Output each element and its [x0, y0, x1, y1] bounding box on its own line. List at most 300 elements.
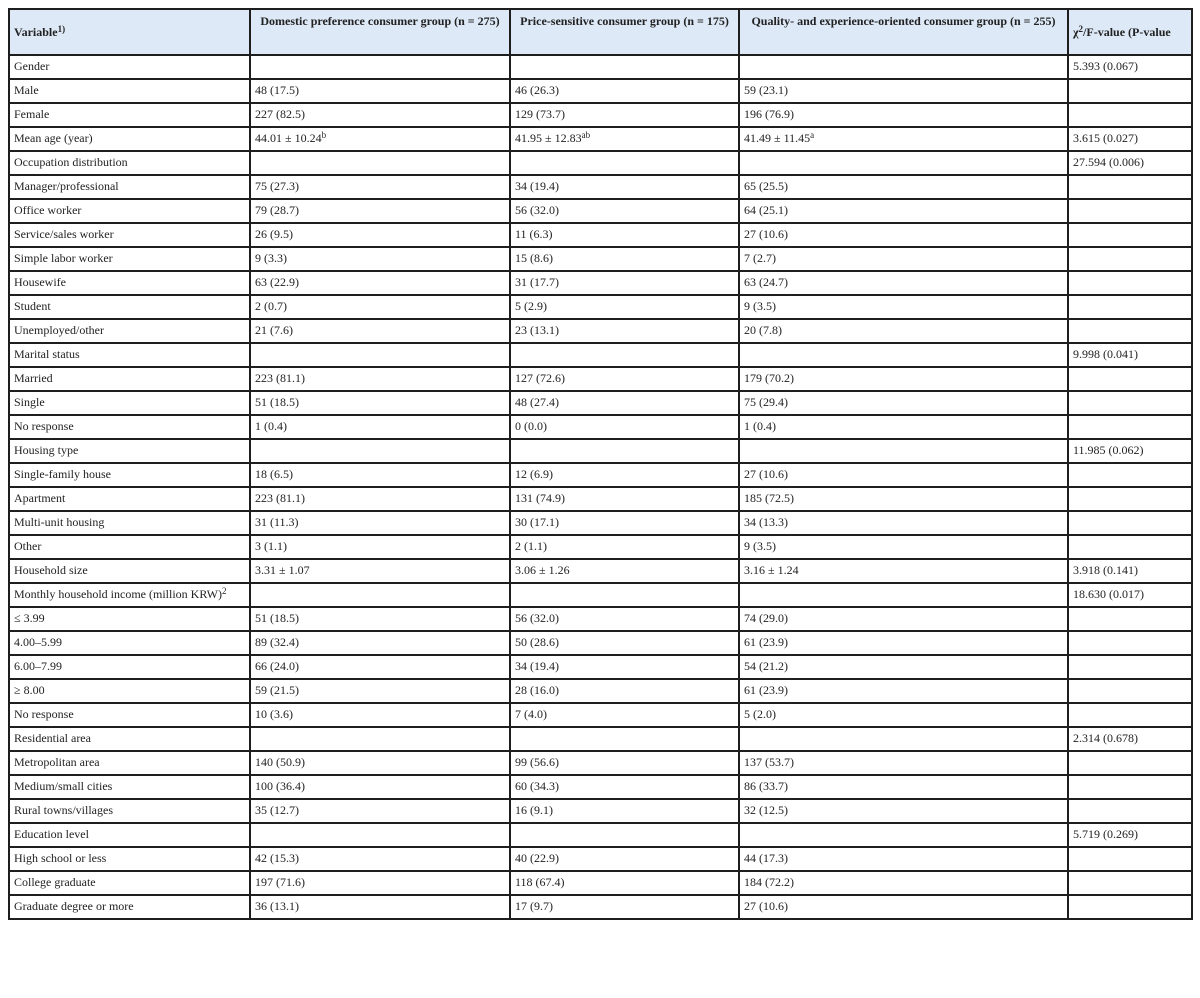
cell-price-sensitive-group-text: 0 (0.0): [515, 419, 547, 433]
cell-quality-group-text: 44 (17.3): [744, 851, 788, 865]
table-row: [9, 223, 1192, 247]
cell-domestic-group: [250, 655, 510, 679]
cell-quality-group-text: 3.16 ± 1.24: [744, 563, 799, 577]
cell-quality-group: [739, 607, 1068, 631]
cell-price-sensitive-group-text: 30 (17.1): [515, 515, 559, 529]
cell-price-sensitive-group-text: 34 (19.4): [515, 179, 559, 193]
cell-variable: [9, 127, 250, 151]
table-row: [9, 319, 1192, 343]
cell-price-sensitive-group: [510, 631, 739, 655]
cell-price-sensitive-group: [510, 535, 739, 559]
cell-price-sensitive-group: [510, 175, 739, 199]
cell-variable-superscript: 2: [221, 586, 227, 596]
cell-variable-text: College graduate: [14, 875, 96, 889]
cell-statistic: [1068, 463, 1192, 487]
cell-variable: [9, 775, 250, 799]
cell-domestic-group: [250, 511, 510, 535]
cell-domestic-group-text: 51 (18.5): [255, 611, 299, 625]
cell-variable-text: Service/sales worker: [14, 227, 114, 241]
cell-domestic-group: [250, 679, 510, 703]
cell-quality-group: [739, 415, 1068, 439]
cell-variable: [9, 439, 250, 463]
cell-domestic-group: [250, 607, 510, 631]
cell-statistic-text: 2.314 (0.678): [1073, 731, 1138, 745]
table-row: [9, 55, 1192, 79]
cell-quality-group: [739, 103, 1068, 127]
cell-variable-text: Multi-unit housing: [14, 515, 105, 529]
cell-domestic-group: [250, 871, 510, 895]
cell-statistic: [1068, 751, 1192, 775]
cell-statistic: [1068, 799, 1192, 823]
table-row: [9, 871, 1192, 895]
cell-quality-group: [739, 559, 1068, 583]
cell-domestic-group: [250, 223, 510, 247]
cell-domestic-group: [250, 823, 510, 847]
table-row: [9, 655, 1192, 679]
cell-domestic-group: [250, 751, 510, 775]
table-body: [9, 55, 1192, 919]
cell-statistic: [1068, 511, 1192, 535]
cell-quality-group: [739, 439, 1068, 463]
cell-variable-text: Residential area: [14, 731, 91, 745]
cell-price-sensitive-group-text: 11 (6.3): [515, 227, 553, 241]
cell-variable: [9, 271, 250, 295]
cell-price-sensitive-group-text: 48 (27.4): [515, 395, 559, 409]
cell-statistic: [1068, 199, 1192, 223]
header-quality-group: Quality- and experience-oriented consumer group (n = 255): [739, 9, 1068, 55]
cell-variable: [9, 583, 250, 607]
cell-domestic-group-text: 51 (18.5): [255, 395, 299, 409]
cell-price-sensitive-group: [510, 79, 739, 103]
cell-price-sensitive-group-text: 40 (22.9): [515, 851, 559, 865]
cell-quality-group-text: 41.49 ± 11.45: [744, 131, 811, 145]
table-row: [9, 823, 1192, 847]
cell-variable: [9, 535, 250, 559]
cell-price-sensitive-group: [510, 487, 739, 511]
cell-quality-group-text: 63 (24.7): [744, 275, 788, 289]
cell-domestic-group-text: 18 (6.5): [255, 467, 293, 481]
cell-variable: [9, 391, 250, 415]
table-row: [9, 247, 1192, 271]
cell-price-sensitive-group: [510, 871, 739, 895]
table-row: [9, 535, 1192, 559]
cell-statistic: [1068, 583, 1192, 607]
cell-variable: [9, 199, 250, 223]
cell-quality-group-text: 9 (3.5): [744, 539, 776, 553]
cell-variable: [9, 559, 250, 583]
cell-domestic-group-text: 31 (11.3): [255, 515, 299, 529]
table-row: [9, 271, 1192, 295]
cell-variable-text: Household size: [14, 563, 88, 577]
cell-quality-group-text: 184 (72.2): [744, 875, 794, 889]
table-row: [9, 487, 1192, 511]
cell-domestic-group: [250, 343, 510, 367]
cell-domestic-group-text: 35 (12.7): [255, 803, 299, 817]
cell-variable: [9, 799, 250, 823]
cell-price-sensitive-group: [510, 343, 739, 367]
cell-domestic-group-text: 100 (36.4): [255, 779, 305, 793]
cell-statistic: [1068, 151, 1192, 175]
header-variable-footnote: 1): [57, 24, 66, 34]
cell-domestic-group: [250, 367, 510, 391]
cell-quality-group: [739, 631, 1068, 655]
cell-variable-text: Mean age (year): [14, 131, 93, 145]
cell-domestic-group: [250, 199, 510, 223]
cell-price-sensitive-group-superscript: ab: [581, 130, 591, 140]
cell-price-sensitive-group-text: 23 (13.1): [515, 323, 559, 337]
cell-statistic: [1068, 127, 1192, 151]
cell-variable: [9, 175, 250, 199]
cell-domestic-group: [250, 271, 510, 295]
cell-domestic-group-text: 2 (0.7): [255, 299, 287, 313]
cell-domestic-group-text: 89 (32.4): [255, 635, 299, 649]
cell-variable-text: No response: [14, 707, 74, 721]
cell-variable: [9, 223, 250, 247]
cell-quality-group: [739, 127, 1068, 151]
cell-variable-text: Single-family house: [14, 467, 111, 481]
cell-price-sensitive-group: [510, 199, 739, 223]
cell-quality-group-text: 185 (72.5): [744, 491, 794, 505]
cell-price-sensitive-group: [510, 319, 739, 343]
cell-domestic-group-superscript: b: [321, 130, 327, 140]
header-statistic-rest: /F-value (P-value: [1083, 25, 1171, 39]
cell-price-sensitive-group-text: 2 (1.1): [515, 539, 547, 553]
cell-domestic-group-text: 26 (9.5): [255, 227, 293, 241]
cell-price-sensitive-group: [510, 439, 739, 463]
cell-variable-text: 4.00–5.99: [14, 635, 62, 649]
cell-quality-group: [739, 199, 1068, 223]
cell-quality-group: [739, 487, 1068, 511]
cell-variable: [9, 55, 250, 79]
cell-variable-text: Gender: [14, 59, 50, 73]
cell-quality-group-text: 9 (3.5): [744, 299, 776, 313]
cell-quality-group: [739, 775, 1068, 799]
cell-quality-group: [739, 511, 1068, 535]
cell-quality-group-text: 27 (10.6): [744, 899, 788, 913]
cell-variable: [9, 871, 250, 895]
table-row: [9, 175, 1192, 199]
cell-domestic-group: [250, 391, 510, 415]
cell-domestic-group: [250, 79, 510, 103]
table-row: [9, 199, 1192, 223]
cell-price-sensitive-group: [510, 895, 739, 919]
cell-price-sensitive-group-text: 129 (73.7): [515, 107, 565, 121]
cell-variable-text: Education level: [14, 827, 89, 841]
cell-statistic: [1068, 103, 1192, 127]
cell-domestic-group-text: 44.01 ± 10.24: [255, 131, 322, 145]
cell-variable: [9, 751, 250, 775]
cell-variable-text: High school or less: [14, 851, 107, 865]
cell-price-sensitive-group: [510, 583, 739, 607]
cell-price-sensitive-group: [510, 391, 739, 415]
cell-price-sensitive-group-text: 15 (8.6): [515, 251, 553, 265]
cell-variable-text: Marital status: [14, 347, 80, 361]
cell-variable-text: Medium/small cities: [14, 779, 113, 793]
cell-price-sensitive-group: [510, 679, 739, 703]
cell-price-sensitive-group: [510, 367, 739, 391]
cell-statistic: [1068, 631, 1192, 655]
table-row: [9, 799, 1192, 823]
header-domestic-group: Domestic preference consumer group (n = 275): [250, 9, 510, 55]
cell-domestic-group-text: 59 (21.5): [255, 683, 299, 697]
cell-statistic-text: 3.615 (0.027): [1073, 131, 1138, 145]
cell-variable: [9, 655, 250, 679]
cell-price-sensitive-group-text: 17 (9.7): [515, 899, 553, 913]
cell-quality-group: [739, 463, 1068, 487]
cell-quality-group: [739, 271, 1068, 295]
cell-price-sensitive-group-text: 3.06 ± 1.26: [515, 563, 570, 577]
table-header: [9, 9, 1192, 55]
cell-domestic-group-text: 21 (7.6): [255, 323, 293, 337]
cell-variable: [9, 415, 250, 439]
cell-statistic: [1068, 319, 1192, 343]
cell-statistic: [1068, 175, 1192, 199]
cell-variable: [9, 895, 250, 919]
cell-price-sensitive-group-text: 56 (32.0): [515, 203, 559, 217]
cell-domestic-group: [250, 151, 510, 175]
cell-statistic: [1068, 895, 1192, 919]
table-row: [9, 151, 1192, 175]
cell-price-sensitive-group: [510, 415, 739, 439]
cell-variable-text: Male: [14, 83, 39, 97]
cell-price-sensitive-group: [510, 751, 739, 775]
cell-variable-text: Married: [14, 371, 53, 385]
cell-price-sensitive-group-text: 60 (34.3): [515, 779, 559, 793]
cell-quality-group-text: 64 (25.1): [744, 203, 788, 217]
cell-domestic-group: [250, 127, 510, 151]
cell-quality-group-text: 5 (2.0): [744, 707, 776, 721]
cell-statistic: [1068, 55, 1192, 79]
cell-variable: [9, 631, 250, 655]
cell-domestic-group: [250, 847, 510, 871]
cell-price-sensitive-group-text: 34 (19.4): [515, 659, 559, 673]
cell-statistic: [1068, 559, 1192, 583]
cell-variable-text: Single: [14, 395, 45, 409]
cell-statistic: [1068, 343, 1192, 367]
cell-quality-group: [739, 55, 1068, 79]
cell-variable-text: No response: [14, 419, 74, 433]
cell-quality-group-text: 75 (29.4): [744, 395, 788, 409]
cell-statistic: [1068, 823, 1192, 847]
cell-price-sensitive-group-text: 28 (16.0): [515, 683, 559, 697]
cell-quality-group-text: 86 (33.7): [744, 779, 788, 793]
cell-quality-group-text: 74 (29.0): [744, 611, 788, 625]
cell-price-sensitive-group-text: 5 (2.9): [515, 299, 547, 313]
cell-variable: [9, 727, 250, 751]
cell-price-sensitive-group-text: 12 (6.9): [515, 467, 553, 481]
cell-statistic: [1068, 655, 1192, 679]
cell-statistic: [1068, 391, 1192, 415]
cell-quality-group-text: 34 (13.3): [744, 515, 788, 529]
table-row: [9, 103, 1192, 127]
cell-quality-group: [739, 727, 1068, 751]
cell-quality-group-text: 196 (76.9): [744, 107, 794, 121]
cell-variable: [9, 679, 250, 703]
cell-statistic: [1068, 295, 1192, 319]
cell-domestic-group-text: 66 (24.0): [255, 659, 299, 673]
cell-variable-text: Monthly household income (million KRW): [14, 587, 222, 601]
cell-variable-text: Simple labor worker: [14, 251, 113, 265]
cell-price-sensitive-group: [510, 223, 739, 247]
cell-statistic-text: 3.918 (0.141): [1073, 563, 1138, 577]
cell-domestic-group-text: 227 (82.5): [255, 107, 305, 121]
cell-domestic-group-text: 197 (71.6): [255, 875, 305, 889]
cell-quality-group-text: 27 (10.6): [744, 467, 788, 481]
cell-variable-text: ≤ 3.99: [14, 611, 45, 625]
cell-domestic-group: [250, 415, 510, 439]
cell-quality-group-text: 54 (21.2): [744, 659, 788, 673]
cell-variable: [9, 511, 250, 535]
cell-quality-group: [739, 703, 1068, 727]
cell-quality-group: [739, 319, 1068, 343]
cell-quality-group: [739, 799, 1068, 823]
cell-statistic: [1068, 79, 1192, 103]
cell-price-sensitive-group: [510, 775, 739, 799]
cell-statistic: [1068, 871, 1192, 895]
cell-variable-text: Office worker: [14, 203, 82, 217]
cell-variable: [9, 79, 250, 103]
cell-domestic-group: [250, 55, 510, 79]
cell-domestic-group-text: 75 (27.3): [255, 179, 299, 193]
table-row: [9, 679, 1192, 703]
cell-quality-group: [739, 151, 1068, 175]
cell-domestic-group: [250, 727, 510, 751]
cell-domestic-group-text: 223 (81.1): [255, 491, 305, 505]
cell-statistic-text: 5.393 (0.067): [1073, 59, 1138, 73]
cell-domestic-group: [250, 559, 510, 583]
cell-domestic-group-text: 79 (28.7): [255, 203, 299, 217]
table-row: [9, 559, 1192, 583]
cell-variable: [9, 103, 250, 127]
cell-variable-text: Unemployed/other: [14, 323, 104, 337]
cell-domestic-group-text: 3.31 ± 1.07: [255, 563, 310, 577]
cell-statistic-text: 11.985 (0.062): [1073, 443, 1144, 457]
demographics-table: [8, 8, 1193, 920]
cell-quality-group-text: 32 (12.5): [744, 803, 788, 817]
cell-quality-group: [739, 247, 1068, 271]
cell-price-sensitive-group-text: 127 (72.6): [515, 371, 565, 385]
table-row: [9, 631, 1192, 655]
cell-price-sensitive-group: [510, 103, 739, 127]
table-row: [9, 127, 1192, 151]
cell-statistic-text: 18.630 (0.017): [1073, 587, 1144, 601]
cell-price-sensitive-group: [510, 727, 739, 751]
cell-quality-group-text: 137 (53.7): [744, 755, 794, 769]
cell-quality-group-text: 61 (23.9): [744, 683, 788, 697]
cell-variable-text: 6.00–7.99: [14, 659, 62, 673]
cell-domestic-group-text: 42 (15.3): [255, 851, 299, 865]
cell-domestic-group: [250, 775, 510, 799]
table-row: [9, 391, 1192, 415]
cell-variable-text: Apartment: [14, 491, 66, 505]
cell-variable-text: Manager/professional: [14, 179, 119, 193]
cell-variable: [9, 487, 250, 511]
cell-domestic-group: [250, 295, 510, 319]
cell-domestic-group: [250, 631, 510, 655]
cell-price-sensitive-group-text: 50 (28.6): [515, 635, 559, 649]
cell-variable-text: Student: [14, 299, 51, 313]
table-row: [9, 751, 1192, 775]
cell-domestic-group: [250, 583, 510, 607]
cell-quality-group: [739, 679, 1068, 703]
header-variable: [9, 9, 250, 55]
cell-domestic-group: [250, 799, 510, 823]
cell-price-sensitive-group-text: 118 (67.4): [515, 875, 565, 889]
cell-domestic-group: [250, 535, 510, 559]
cell-statistic: [1068, 367, 1192, 391]
table-row: [9, 439, 1192, 463]
cell-domestic-group: [250, 175, 510, 199]
cell-quality-group: [739, 583, 1068, 607]
cell-variable: [9, 319, 250, 343]
cell-variable-text: Other: [14, 539, 42, 553]
cell-statistic-text: 5.719 (0.269): [1073, 827, 1138, 841]
cell-quality-group-text: 65 (25.5): [744, 179, 788, 193]
cell-quality-group: [739, 535, 1068, 559]
cell-statistic-text: 27.594 (0.006): [1073, 155, 1144, 169]
cell-variable-text: ≥ 8.00: [14, 683, 45, 697]
cell-statistic: [1068, 679, 1192, 703]
cell-quality-group: [739, 391, 1068, 415]
cell-price-sensitive-group-text: 31 (17.7): [515, 275, 559, 289]
table-row: [9, 895, 1192, 919]
cell-price-sensitive-group: [510, 55, 739, 79]
cell-domestic-group-text: 1 (0.4): [255, 419, 287, 433]
cell-quality-group: [739, 823, 1068, 847]
cell-price-sensitive-group: [510, 799, 739, 823]
cell-price-sensitive-group-text: 16 (9.1): [515, 803, 553, 817]
cell-variable-text: Metropolitan area: [14, 755, 100, 769]
cell-price-sensitive-group: [510, 559, 739, 583]
cell-price-sensitive-group: [510, 151, 739, 175]
cell-price-sensitive-group-text: 41.95 ± 12.83: [515, 131, 582, 145]
cell-domestic-group-text: 48 (17.5): [255, 83, 299, 97]
cell-price-sensitive-group-text: 56 (32.0): [515, 611, 559, 625]
cell-quality-group-text: 27 (10.6): [744, 227, 788, 241]
table-container: [8, 8, 1191, 920]
cell-quality-group-text: 1 (0.4): [744, 419, 776, 433]
table-row: [9, 607, 1192, 631]
cell-quality-group-text: 7 (2.7): [744, 251, 776, 265]
cell-variable: [9, 607, 250, 631]
table-row: [9, 367, 1192, 391]
cell-quality-group-text: 20 (7.8): [744, 323, 782, 337]
cell-variable: [9, 343, 250, 367]
cell-price-sensitive-group: [510, 847, 739, 871]
table-row: [9, 847, 1192, 871]
cell-variable: [9, 295, 250, 319]
cell-statistic: [1068, 775, 1192, 799]
cell-quality-group: [739, 847, 1068, 871]
cell-statistic: [1068, 847, 1192, 871]
cell-variable-text: Female: [14, 107, 50, 121]
cell-price-sensitive-group: [510, 127, 739, 151]
header-statistic-superscript: 2: [1078, 24, 1084, 34]
cell-variable-text: Housing type: [14, 443, 79, 457]
table-row: [9, 727, 1192, 751]
cell-price-sensitive-group: [510, 703, 739, 727]
cell-domestic-group-text: 9 (3.3): [255, 251, 287, 265]
cell-quality-group: [739, 79, 1068, 103]
cell-quality-group: [739, 895, 1068, 919]
cell-domestic-group-text: 3 (1.1): [255, 539, 287, 553]
cell-price-sensitive-group: [510, 511, 739, 535]
table-row: [9, 463, 1192, 487]
cell-price-sensitive-group-text: 131 (74.9): [515, 491, 565, 505]
cell-domestic-group: [250, 319, 510, 343]
cell-variable-text: Rural towns/villages: [14, 803, 113, 817]
cell-price-sensitive-group: [510, 463, 739, 487]
